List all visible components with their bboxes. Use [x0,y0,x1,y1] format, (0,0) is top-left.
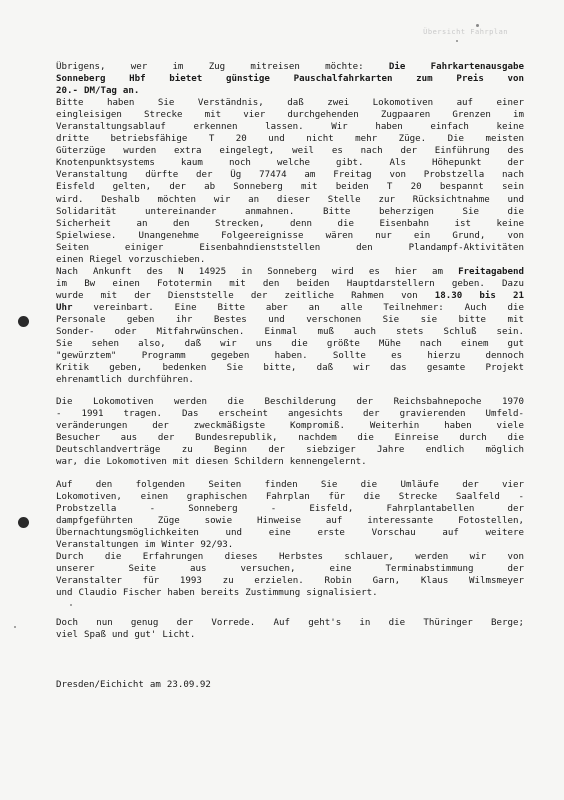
line-text: Veranstaltungen im Winter 92/93. [56,540,234,551]
text-line [56,61,524,73]
line-text: Bitte haben Sie Verständnis, daß zwei Lokomotiven auf einer [56,98,524,109]
text-line [56,629,524,641]
line-text: dampfgeführten Züge sowie Hinweise auf interessante Fotostellen, [56,516,524,527]
line-text: Übernachtungsmöglichkeiten und eine erste Vorschau auf weitere [56,528,524,539]
text-line [56,242,524,254]
text-line [56,181,524,193]
text-line [56,362,524,374]
text-line [56,503,524,515]
line-text: Eisfeld gelten, der ab Sonneberg mit beiden T 20 bespannt sein [56,182,524,193]
punch-hole [18,517,29,528]
text-line [56,408,524,420]
line-text: Deutschlandverträge zu Beginn der siebziger Jahre endlich möglich [56,445,524,456]
line-text: dritte betriebsfähige T 20 und nicht mehr Züge. Die meisten [56,134,524,145]
text-line [56,539,524,551]
line-text: unserer Seite aus versuchen, eine Terminabstimmung der [56,564,524,575]
scan-speck [70,604,72,606]
text-line [56,145,524,157]
text-line [56,575,524,587]
text-line [56,444,524,456]
text-line [56,479,524,491]
line-text-bold: Freitagabend [458,266,524,277]
text-line [56,420,524,432]
text-line [56,109,524,121]
text-line [56,617,524,629]
line-text: Auf den folgenden Seiten finden Sie die Umläufe der vier [56,480,524,490]
text-line [56,551,524,563]
line-text: Sicherheit an den Strecken, denn die Eisenbahn ist keine [56,218,524,229]
line-text: Kritik geben, bedenken Sie bitte, daß wir das gesamte Projekt [56,363,524,374]
text-line [56,97,524,109]
line-text: Die Lokomotiven werden die Beschilderung der Reichsbahnepoche 1970 [56,397,524,407]
line-text: Veranstalter für 1993 zu erzielen. Robin Garn, Klaus Wilmsmeyer [56,576,524,587]
line-text: Veranstaltung dürfte der Üg 77474 am Freitag von Probstzella nach [56,170,524,181]
text-line [56,194,524,206]
line-text-bold: 18.30 bis 21 [434,290,524,301]
text-line [56,169,524,181]
text-line [56,254,524,266]
text-line [56,326,524,338]
line-text-bold: Die Fahrkartenausgabe [388,62,524,72]
line-text: "gewürztem" Programm gegeben haben. Sollte es hierzu dennoch [56,351,524,362]
line-text: einen Riegel vorzuschieben. [56,254,206,265]
text-line [56,266,524,278]
line-text: veränderungen der zweckmäßigste Kompromiß. Weiterhin haben viele [56,421,524,432]
text-line [56,290,524,302]
text-line [56,350,524,362]
line-text: ehrenamtlich durchführen. [56,375,194,386]
text-line [56,278,524,290]
line-text: Solidarität untereinander anmahnen. Bitte beherzigen Sie die [56,206,524,217]
text-line [56,374,524,386]
line-text: Güterzüge wurden extra eingelegt, weil es nach der Einführung des [56,146,524,157]
line-text: Übrigens, wer im Zug mitreisen möchte: [56,62,389,72]
line-text: vereinbart. Eine Bitte aber an alle Teilnehmer: Auch die [72,302,524,313]
text-line [56,587,524,599]
text-line [56,491,524,503]
text-line [56,73,524,85]
line-text-bold: 20.- DM/Tag an. [56,86,140,97]
text-line [56,679,524,691]
text-line [56,302,524,314]
text-line [56,515,524,527]
line-text: wird. Deshalb möchten wir an dieser Stelle zur Rücksichtnahme und [56,194,524,205]
paragraph-closing [56,617,524,641]
line-text: Lokomotiven, einen graphischen Fahrplan für die Strecke Saalfeld - [56,492,524,503]
line-text: Durch die Erfahrungen dieses Herbstes schlauer, werden wir von [56,552,524,563]
paragraph-signage [56,396,524,468]
text-line [56,527,524,539]
text-line [56,218,524,230]
paragraph-following-pages [56,479,524,599]
line-text: eingleisigen Strecke mit vier durchgehenden Zugpaaren Grenzen im [56,110,524,121]
line-text-bold: Uhr [56,302,73,313]
text-line [56,133,524,145]
text-line [56,157,524,169]
scan-speck [14,626,16,628]
line-text: Probstzella - Sonneberg - Eisfeld, Fahrplantabellen der [56,504,524,515]
line-text: Sonder- oder Mitfahrwünschen. Einmal muß auch stets Schluß sein. [56,327,524,338]
text-line [56,121,524,133]
punch-hole [18,316,29,327]
line-text: Spielwiese. Unangenehme Folgeereignisse wären nur ein Grund, von [56,230,524,241]
line-text: viel Spaß und gut' Licht. [56,630,196,641]
text-line [56,396,524,408]
text-line [56,563,524,575]
line-text: Besucher aus der Bundesrepublik, nachdem die Einreise durch die [56,433,524,444]
line-text: im Bw einen Fototermin mit den beiden Hauptdarstellern geben. Dazu [56,278,524,289]
line-text: Veranstaltungsablauf erkennen lassen. Wir haben einfach keine [56,122,524,133]
line-text-bold: Sonneberg Hbf bietet günstige Pauschalfahrkarten zum Preis von [56,74,524,85]
line-text: Knotenpunktsystems kaum noch welche gibt. Als Höhepunkt der [56,158,524,169]
line-text: und Claudio Fischer haben bereits Zustimmung signalisiert. [56,588,378,599]
line-text: Sie sehen also, daß wir uns die größte Mühe nach einem gut [56,339,524,350]
text-line [56,338,524,350]
text-line [56,456,524,468]
line-text: Personale geben ihr Bestes und verschonen Sie sie bitte mit [56,314,524,325]
line-text: - 1991 tragen. Das erscheint angesichts der gravierenden Umfeld- [56,409,524,420]
text-line [56,206,524,218]
line-text: war, die Lokomotiven mit diesen Schildern kennengelernt. [56,457,367,468]
text-line [56,85,524,97]
text-line [56,230,524,242]
text-line [56,314,524,326]
line-text: Seiten einiger Eisenbahndienststellen den Plandampf-Aktivitäten [56,242,524,253]
faint-header-text: Übersicht Fahrplan [423,28,508,36]
line-text: Nach Ankunft des N 14925 in Sonneberg wird es hier am [56,266,459,277]
line-text: Doch nun genug der Vorrede. Auf geht's in die Thüringer Berge; [56,618,524,628]
text-line [56,432,524,444]
scan-speck [476,24,479,27]
line-text: Dresden/Eichicht am 23.09.92 [56,680,211,690]
scan-speck [456,40,458,42]
paragraph-intro [56,61,524,386]
signature-line [56,679,524,691]
line-text: wurde mit der Dienststelle der zeitliche Rahmen von [56,290,435,301]
